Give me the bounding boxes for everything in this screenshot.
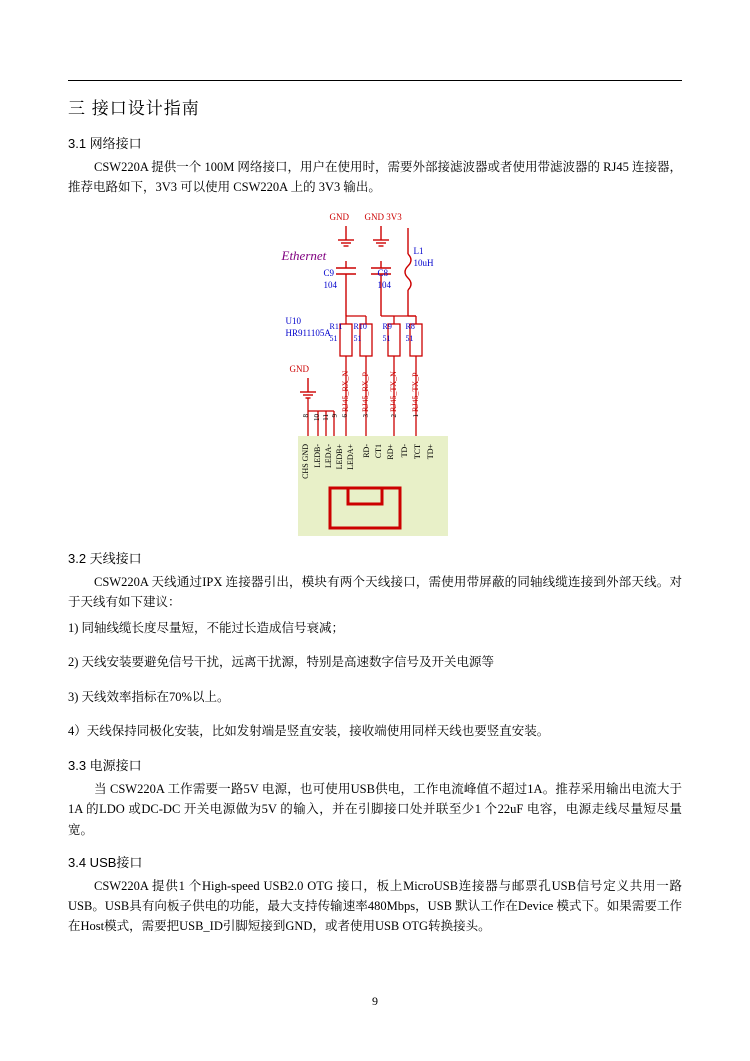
label-pinname-leda-minus: LEDA- — [323, 443, 333, 468]
list-item-antenna-2: 2) 天线安装要避免信号干扰，远离干扰源，特别是高速数字信号及开关电源等 — [68, 655, 495, 670]
heading-3-2: 3.2 天线接口 — [68, 550, 142, 566]
label-gnd-left: GND — [289, 363, 309, 374]
paragraph-3-3: 当 CSW220A 工作需要一路5V 电源，也可使用USB供电，工作电流峰值不超过1A。推荐采用输出电流大于 1A 的LDO 或DC-DC 开关电源做为5V 的输入，并在引脚接口处并联至少1 个22uF 电容，电源走线尽量短尽量宽。 — [68, 782, 682, 837]
heading-3-4: 3.4 USB接口 — [68, 854, 143, 870]
heading-3-3: 3.3 电源接口 — [68, 758, 142, 773]
heading-3-1: 3.1 网络接口 — [68, 136, 142, 151]
label-signal-rx-p: RJ45_RX_P — [360, 371, 370, 412]
label-pinname-td-minus: TD- — [399, 443, 409, 457]
figure-ethernet-schematic — [68, 206, 682, 536]
label-l1-value: 10uH — [413, 257, 434, 268]
page-number: 9 — [372, 994, 378, 1008]
label-gnd-top: GND — [329, 211, 349, 222]
label-l1-ref: L1 — [413, 245, 424, 256]
label-gnd-3v3: GND 3V3 — [364, 211, 402, 222]
list-item-antenna-4: 4）天线保持同极化安装，比如发射端是竖直安装，接收端使用同样天线也要竖直安装。 — [68, 723, 550, 738]
label-r8-ref: R8 — [405, 321, 415, 331]
label-pinname-td-plus: TD+ — [425, 443, 435, 459]
page-title: 三 接口设计指南 — [68, 99, 200, 118]
label-pinname-ct1: CT1 — [373, 443, 383, 458]
label-u10-part: HR911105A — [285, 327, 331, 338]
label-pin-1: 1 — [411, 413, 420, 417]
label-r8-value: 51 — [405, 333, 414, 343]
label-c8-ref: C8 — [377, 267, 389, 278]
label-r11-ref: R11 — [329, 321, 343, 331]
label-pinname-rd-plus: RD+ — [385, 443, 395, 460]
label-pin-3: 3 — [361, 413, 370, 417]
label-signal-rx-n: RJ45_RX_N — [340, 370, 350, 412]
label-pin-2: 2 — [389, 413, 398, 417]
label-pin-11: 11 — [321, 413, 330, 421]
label-signal-tx-n: RJ45_TX_N — [388, 370, 398, 412]
label-r10-value: 51 — [353, 333, 362, 343]
label-r9-value: 51 — [382, 333, 391, 343]
label-c9-ref: C9 — [323, 267, 335, 278]
paragraph-3-1: CSW220A 提供一个 100M 网络接口，用户在使用时，需要外部接滤波器或者使用带滤波器的 RJ45 连接器，推荐电路如下，3V3 可以使用 CSW220A 上的 3V3 输出。 — [68, 160, 682, 195]
label-c9-value: 104 — [323, 279, 337, 290]
label-pin-10: 10 — [312, 413, 321, 421]
label-pinname-tct: TCT — [412, 443, 422, 459]
label-c8-value: 104 — [377, 279, 391, 290]
label-pin-9: 9 — [330, 413, 339, 417]
paragraph-3-4: CSW220A 提供1 个High-speed USB2.0 OTG 接口，板上MicroUSB连接器与邮票孔USB信号定义共用一路USB。USB具有向板子供电的功能，最大支持传输速率480Mbps，USB 默认工作在Device 模式下。如果需要工作在Host模式，需要把USB_ID引脚短接到GND，或者使用USB OTG转换接头。 — [68, 878, 682, 934]
paragraph-3-2: CSW220A 天线通过IPX 连接器引出，模块有两个天线接口，需使用带屏蔽的同轴线缆连接到外部天线。对于天线有如下建议： — [68, 574, 682, 609]
list-item-antenna-1: 1) 同轴线缆长度尽量短，不能过长造成信号衰减； — [68, 621, 345, 635]
label-r11-value: 51 — [329, 333, 338, 343]
label-pinname-leda-plus: LEDA+ — [345, 443, 355, 470]
list-item-antenna-3: 3) 天线效率指标在70%以上。 — [68, 689, 230, 704]
header-rule — [68, 80, 682, 81]
label-pin-8: 8 — [301, 413, 310, 417]
label-pinname-ledb-plus: LEDB+ — [334, 443, 344, 469]
label-signal-tx-p: RJ45_TX_P — [410, 371, 420, 412]
label-u10-ref: U10 — [285, 315, 301, 326]
label-r9-ref: R9 — [382, 321, 392, 331]
label-ethernet-title: Ethernet — [281, 247, 327, 263]
label-pin-6: 6 — [340, 413, 349, 417]
label-r10-ref: R10 — [353, 321, 367, 331]
schematic-canvas — [268, 206, 483, 536]
label-pinname-chs-gnd: CHS GND — [300, 443, 310, 479]
label-pinname-ledb-minus: LEDB- — [312, 443, 322, 468]
label-pinname-rd-minus: RD- — [361, 443, 371, 458]
page-content — [68, 94, 682, 943]
